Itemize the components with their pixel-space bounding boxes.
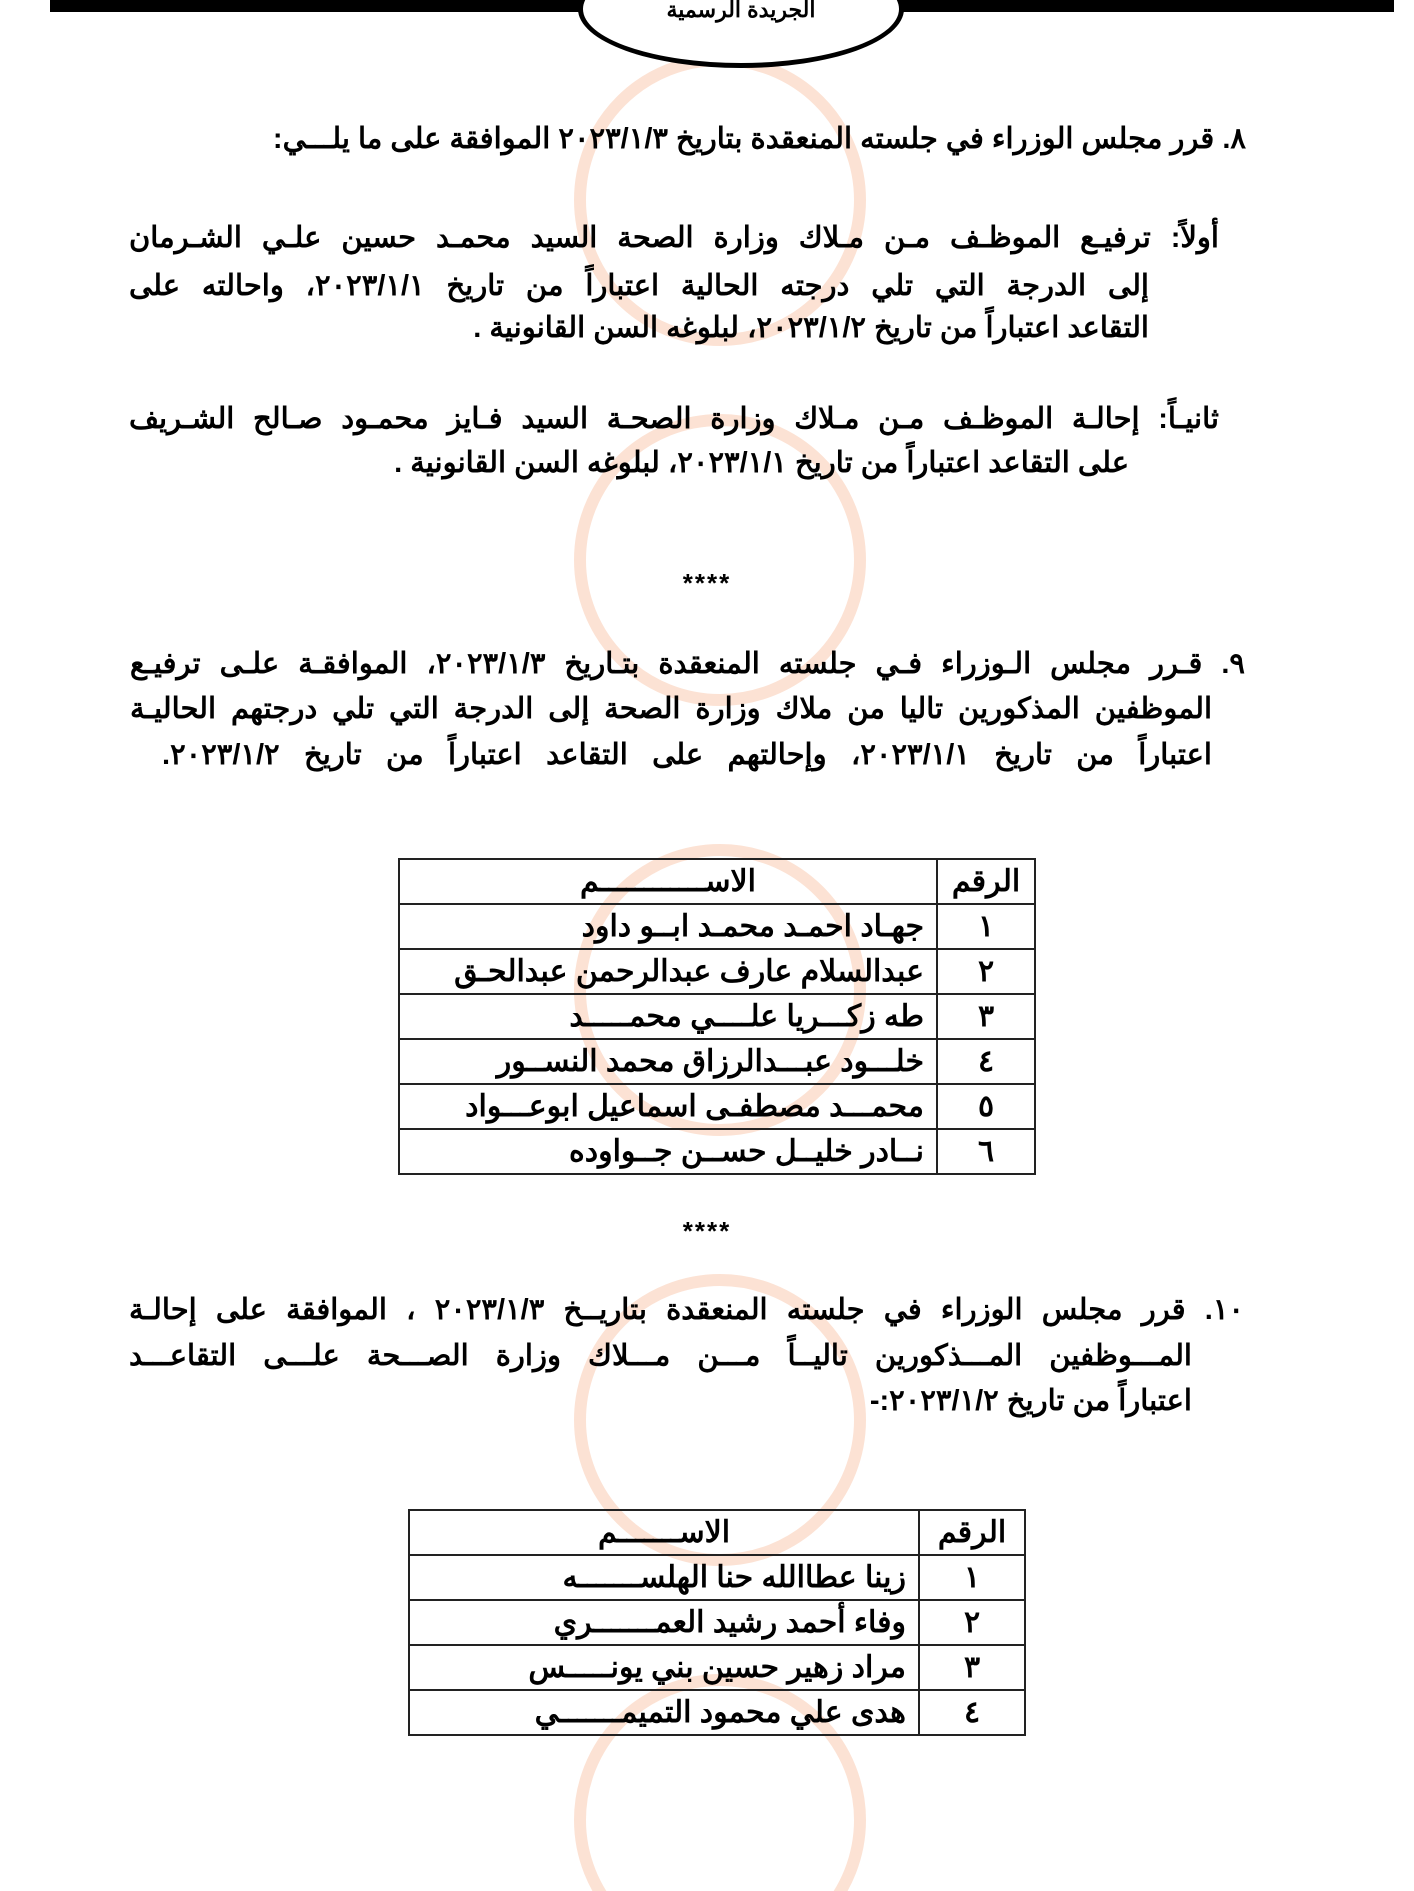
header-name: الاســــــــــــم — [399, 859, 937, 904]
row-number: ٤ — [937, 1039, 1035, 1084]
decision9-line: الموظفين المذكورين تاليا من ملاك وزارة الصحة إلى الدرجة التي تلي درجتهم الحاليـة — [130, 693, 1212, 725]
row-number: ٣ — [937, 994, 1035, 1039]
decision8-second-line: على التقاعد اعتباراً من تاريخ ٢٠٢٣/١/١، لبلوغه السن القانونية . — [394, 447, 1129, 479]
section-separator: **** — [682, 568, 732, 598]
row-number: ٣ — [919, 1645, 1025, 1690]
header-number: الرقم — [919, 1510, 1025, 1555]
row-name: طه زكـــريا علــــي محمـــــد — [399, 994, 937, 1039]
gazette-badge-text: الجريدة الرسمية — [666, 0, 816, 22]
decision8-first-line: التقاعد اعتباراً من تاريخ ٢٠٢٣/١/٢، لبلوغه السن القانونية . — [473, 312, 1149, 344]
row-number: ٥ — [937, 1084, 1035, 1129]
table-row — [409, 1690, 1025, 1735]
row-name: عبدالسلام عارف عبدالرحمن عبدالحـق — [399, 949, 937, 994]
row-name: وفاء أحمد رشيد العمـــــــري — [409, 1600, 919, 1645]
decision9-line: اعتباراً من تاريخ ٢٠٢٣/١/١، وإحالتهم على التقاعد اعتباراً من تاريخ ٢٠٢٣/١/٢. — [162, 739, 1212, 771]
decision9-table — [398, 858, 1036, 1175]
decision9-line: ٩. قـرر مجلس الـوزراء فـي جلسته المنعقدة بتـاريخ ٢٠٢٣/١/٣، الموافقـة علـى ترفيـع — [130, 648, 1245, 680]
decision10-line: اعتباراً من تاريخ ٢٠٢٣/١/٢:- — [869, 1385, 1192, 1417]
table-row — [399, 904, 1035, 949]
table-row — [399, 1129, 1035, 1174]
decision8-first-line: أولاً: ترفيـع الموظـف مـن مـلاك وزارة الصحة السيد محمـد حسين علـي الشـرمان — [129, 222, 1219, 254]
decision8-first-line: إلى الدرجة التي تلي درجته الحالية اعتباراً من تاريخ ٢٠٢٣/١/١، واحالته على — [129, 270, 1149, 302]
row-number: ٢ — [937, 949, 1035, 994]
decision10-table — [408, 1509, 1026, 1736]
row-number: ١ — [919, 1555, 1025, 1600]
decision8-heading: ٨. قرر مجلس الوزراء في جلسته المنعقدة بتاريخ ٢٠٢٣/١/٣ الموافقة على ما يلـــي: — [272, 123, 1246, 155]
decision8-second-line: ثانيـاً: إحالـة الموظـف مـن مـلاك وزارة الصحـة السيد فـايز محمـود صـالح الشـريف — [129, 403, 1219, 435]
row-number: ٤ — [919, 1690, 1025, 1735]
table-header-row — [399, 859, 1035, 904]
table-row — [399, 1084, 1035, 1129]
row-number: ٢ — [919, 1600, 1025, 1645]
decision10-line: المـــوظفين المـــذكورين تاليــاً مـــن مـــلاك وزارة الصـــحة علـــى التقاعـــد — [129, 1340, 1192, 1372]
row-name: جهـاد احمـد محمـد ابــو داود — [399, 904, 937, 949]
header-name: الاســـــــم — [409, 1510, 919, 1555]
row-name: هدى علي محمود التميمـــــــي — [409, 1690, 919, 1735]
decision10-line: ١٠. قرر مجلس الوزراء في جلسته المنعقدة بتاريــخ ٢٠٢٣/١/٣ ، الموافقة على إحالـة — [129, 1294, 1244, 1326]
row-name: نــادر خليــل حســن جــواوده — [399, 1129, 937, 1174]
section-separator: **** — [682, 1216, 732, 1246]
row-name: محمـــد مصطفـى اسماعيل ابوعـــواد — [399, 1084, 937, 1129]
header-number: الرقم — [937, 859, 1035, 904]
table-row — [409, 1600, 1025, 1645]
table-row — [399, 994, 1035, 1039]
table-row — [409, 1645, 1025, 1690]
table-row — [399, 1039, 1035, 1084]
row-name: مراد زهير حسين بني يونـــــس — [409, 1645, 919, 1690]
row-name: خلـــود عبـــدالرزاق محمد النســور — [399, 1039, 937, 1084]
table-row — [399, 949, 1035, 994]
row-number: ١ — [937, 904, 1035, 949]
row-name: زينا عطاالله حنا الهلســـــــه — [409, 1555, 919, 1600]
table-header-row — [409, 1510, 1025, 1555]
row-number: ٦ — [937, 1129, 1035, 1174]
gazette-badge — [578, 0, 904, 68]
table-row — [409, 1555, 1025, 1600]
